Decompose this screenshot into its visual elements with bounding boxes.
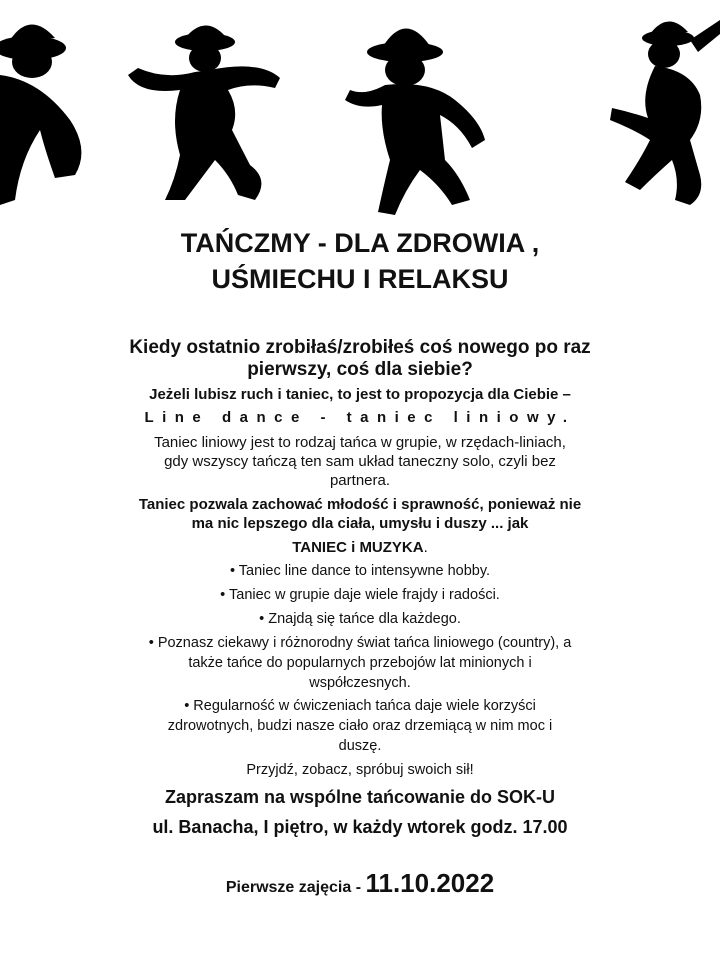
bullet-health-line-3: duszę. xyxy=(338,738,382,754)
bullet-health-line-1: • Regularność w ćwiczeniach tańca daje wiele korzyści xyxy=(184,698,536,714)
bullet-for-everyone: • Znajdą się tańce dla każdego. xyxy=(259,611,461,627)
poster-title-line-1: TAŃCZMY - DLA ZDROWIA , xyxy=(180,228,540,258)
first-class-info xyxy=(0,866,720,905)
definition-line-1: Taniec liniowy jest to rodzaj tańca w grupie, w rzędach-liniach, xyxy=(154,434,566,451)
bullet-country-line-1: • Poznasz ciekawy i różnorodny świat tańca liniowego (country), a xyxy=(148,635,572,651)
benefit-line-3-tail: . xyxy=(423,539,428,556)
dancer-1-silhouette xyxy=(0,24,81,205)
bullet-group-fun: • Taniec w grupie daje wiele frajdy i radości. xyxy=(220,587,500,603)
dancer-4-silhouette xyxy=(610,20,720,205)
definition-line-2: gdy wszyscy tańczą ten sam układ taneczny solo, czyli bez xyxy=(164,453,556,470)
poster-title-line-2: UŚMIECHU I RELAKSU xyxy=(211,264,509,294)
proposal-line-2: Line dance - taniec liniowy. xyxy=(144,409,576,426)
benefit-line-3 xyxy=(0,538,720,557)
taniec-i-muzyka: TANIEC i MUZYKA xyxy=(292,539,424,556)
question-line-1: Kiedy ostatnio zrobiłaś/zrobiłeś coś nowego po raz xyxy=(129,337,591,358)
call-to-action: Przyjdź, zobacz, spróbuj swoich sił! xyxy=(246,762,474,778)
bullet-country-line-3: współczesnych. xyxy=(309,675,411,691)
bullet-country-line-2: także tańce do popularnych przebojów lat minionych i xyxy=(188,655,532,671)
invite-line-2: ul. Banacha, I piętro, w każdy wtorek godz. 17.00 xyxy=(152,817,568,837)
first-class-date: 11.10.2022 xyxy=(365,868,495,898)
first-class-label: Pierwsze zajęcia - xyxy=(225,879,366,896)
invite-line-1: Zapraszam na wspólne tańcowanie do SOK-U xyxy=(164,787,556,807)
benefit-line-2: ma nic lepszego dla ciała, umysłu i duszy ... jak xyxy=(191,515,529,532)
definition-line-3: partnera. xyxy=(329,472,391,489)
dancer-2-silhouette xyxy=(128,25,280,200)
bullet-health-line-2: zdrowotnych, budzi nasze ciało oraz drzemiącą w nim moc i xyxy=(167,718,553,734)
bullet-hobby: • Taniec line dance to intensywne hobby. xyxy=(229,563,491,579)
proposal-line-1: Jeżeli lubisz ruch i taniec, to jest to propozycja dla Ciebie – xyxy=(149,386,571,403)
dancer-3-silhouette xyxy=(345,28,485,215)
benefit-line-1: Taniec pozwala zachować młodość i sprawność, ponieważ nie xyxy=(138,496,582,513)
dancers-silhouette-image xyxy=(0,0,720,230)
question-line-2: pierwszy, coś dla siebie? xyxy=(247,359,473,380)
